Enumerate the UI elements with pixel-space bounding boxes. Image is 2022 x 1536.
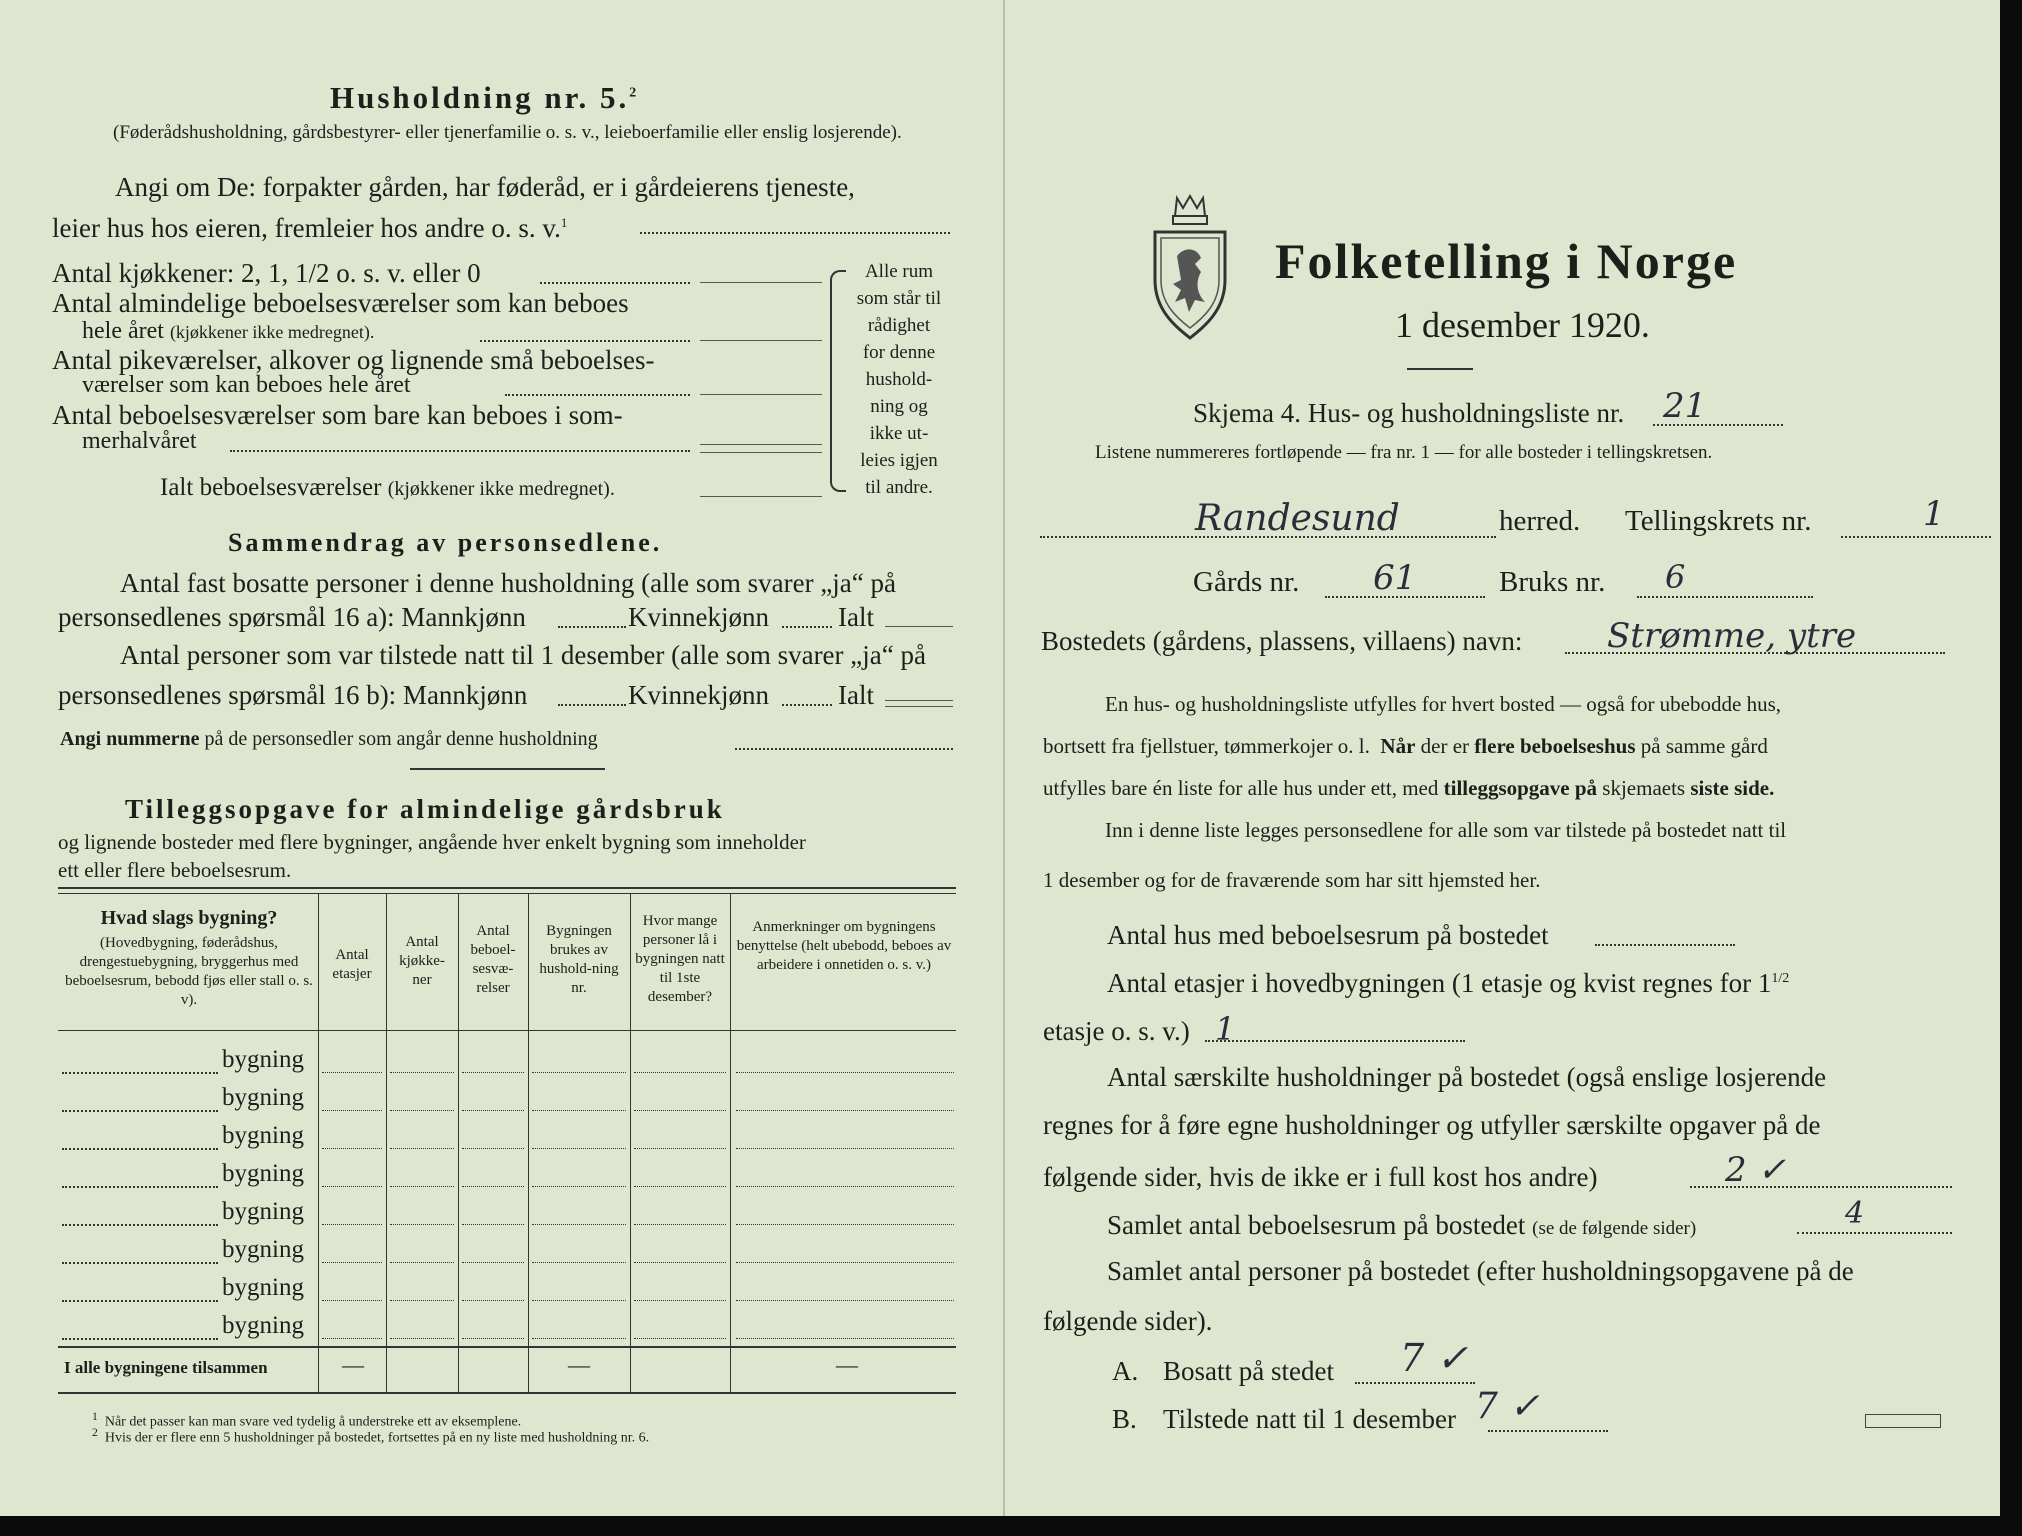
bruks-value[interactable]: 6	[1665, 558, 1686, 596]
table-row: bygning	[222, 1236, 304, 1263]
herred-value[interactable]: Randesund	[1195, 498, 1400, 539]
fast-mann-answer[interactable]	[558, 626, 626, 628]
col-personer-header: Hvor mange personer lå i bygningen natt til 1ste desember?	[635, 913, 725, 1005]
fast-ialt-label: Ialt	[838, 602, 874, 632]
alm-line-2: hele året (kjøkkener ikke medregnet).	[82, 318, 375, 344]
row-cell-answer[interactable]	[532, 1148, 626, 1149]
row-cell-answer[interactable]	[462, 1224, 524, 1225]
row-name-answer[interactable]	[62, 1110, 218, 1112]
row-cell-answer[interactable]	[634, 1300, 726, 1301]
row-name-answer[interactable]	[62, 1148, 218, 1150]
row-cell-answer[interactable]	[390, 1186, 454, 1187]
antal-hus-line[interactable]	[1595, 944, 1735, 946]
row-cell-answer[interactable]	[390, 1300, 454, 1301]
table-top-border	[58, 887, 956, 889]
gards-label: Gårds nr.	[1193, 566, 1300, 598]
row-cell-answer[interactable]	[322, 1110, 382, 1111]
bosted-label: Bostedets (gårdens, plassens, villaens) navn:	[1041, 626, 1523, 656]
table-bottom-border	[58, 1392, 956, 1394]
bracket-note: Alle rum som står til rådighet for denne hushold- ning og ikke ut- leies igjen til andre.	[856, 261, 942, 498]
tilstede-ialt-answer-a[interactable]	[885, 700, 953, 701]
row-name-answer[interactable]	[62, 1300, 218, 1302]
fast-kvinne-label: Kvinnekjønn	[628, 602, 769, 632]
sommer-line-1: Antal beboelsesværelser som bare kan beboes i som-	[52, 400, 623, 430]
row-cell-answer[interactable]	[532, 1110, 626, 1111]
table-top-border-2	[58, 893, 956, 894]
tilstede-mann-answer[interactable]	[558, 704, 626, 706]
para1-line-3: utfylles bare én liste for alle hus under ett, med tilleggsopgave på skjemaets siste side.	[1043, 776, 1775, 800]
tellingskrets-line	[1841, 536, 1991, 538]
col-divider-5	[630, 893, 631, 1392]
angi-nummerne-answer[interactable]	[735, 748, 953, 750]
para1-line-2: bortsett fra fjellstuer, tømmerkojer o. l. Når der er flere beboelseshus på samme gård	[1043, 734, 1768, 758]
row-name-answer[interactable]	[62, 1186, 218, 1188]
alm-line-1: Antal almindelige beboelsesværelser som kan beboes	[52, 288, 629, 318]
bruks-label: Bruks nr.	[1499, 566, 1606, 598]
col-divider-3	[458, 893, 459, 1392]
row-name-answer[interactable]	[62, 1224, 218, 1226]
form-title: Folketelling i Norge	[1275, 233, 1738, 289]
etasjer-value[interactable]: 1	[1215, 1010, 1236, 1048]
pike-line-2: værelser som kan beboes hele året	[82, 372, 411, 398]
samlet-pers-line-1: Samlet antal personer på bostedet (efter husholdningsopgavene på de	[1107, 1256, 1854, 1286]
para2-line-1: Inn i denne liste legges personsedlene for alle som var tilstede på bostedet natt til	[1105, 818, 1787, 842]
row-cell-answer[interactable]	[532, 1338, 626, 1339]
row-cell-answer[interactable]	[462, 1300, 524, 1301]
row-cell-answer[interactable]	[736, 1338, 954, 1339]
row-cell-answer[interactable]	[532, 1300, 626, 1301]
sommer-answer-b	[700, 452, 822, 453]
row-cell-answer[interactable]	[390, 1148, 454, 1149]
tilstede-line-2: personsedlenes spørsmål 16 b): Mannkjønn	[58, 680, 528, 710]
row-cell-answer[interactable]	[322, 1148, 382, 1149]
table-row: bygning	[222, 1274, 304, 1301]
sommer-dots	[230, 450, 690, 452]
left-page	[0, 0, 1003, 1516]
listene-note: Listene nummereres fortløpende — fra nr. 1 — for alle bosteder i tellingskretsen.	[1095, 442, 1713, 463]
sammendrag-title: Sammendrag av personsedlene.	[228, 528, 663, 557]
sommer-answer-a[interactable]	[700, 444, 822, 445]
row-cell-answer[interactable]	[462, 1110, 524, 1111]
col-what-building: Hvad slags bygning? (Hovedbygning, føderådshus, drengestuebygning, bryggerhus med beboelsesrum, bebodd fjøs eller stall o. s. v).	[65, 907, 313, 1008]
col-divider-1	[318, 893, 319, 1392]
tilstede-kvinne-answer[interactable]	[782, 704, 832, 706]
fast-line-1: Antal fast bosatte personer i denne husholdning (alle som svarer „ja“ på	[120, 568, 896, 598]
bosted-line	[1565, 652, 1945, 654]
angi-line-1: Angi om De: forpakter gården, har føderåd, er i gårdeierens tjeneste,	[115, 172, 855, 202]
samlet-rum-label: Samlet antal beboelsesrum på bostedet (se de følgende sider)	[1107, 1210, 1697, 1240]
fast-ialt-answer[interactable]	[885, 626, 953, 627]
row-cell-answer[interactable]	[390, 1072, 454, 1073]
col-etasjer-header: Antal etasjer	[332, 947, 372, 982]
ialt-rooms-label: Ialt beboelsesværelser (kjøkkener ikke medregnet).	[160, 474, 615, 501]
b-text: Tilstede natt til 1 desember	[1163, 1404, 1456, 1434]
pike-line-1: Antal pikeværelser, alkover og lignende små beboelses-	[52, 345, 655, 375]
tilstede-value[interactable]: 7 ✓	[1475, 1386, 1540, 1427]
tilstede-line	[1488, 1430, 1608, 1432]
row-cell-answer[interactable]	[322, 1300, 382, 1301]
tilstede-ialt-answer-b	[885, 706, 953, 707]
samlet-rum-value[interactable]: 4	[1845, 1196, 1865, 1231]
tillegg-title: Tilleggsopgave for almindelige gårdsbruk	[125, 794, 725, 824]
row-cell-answer[interactable]	[390, 1224, 454, 1225]
intro-note: (Føderådshusholdning, gårdsbestyrer- eller tjenerfamilie o. s. v., leieboerfamilie eller enslig losjerende).	[113, 122, 902, 143]
angi-nummerne: Angi nummerne på de personsedler som angår denne husholdning	[60, 728, 598, 750]
saerskilte-line-2: regnes for å føre egne husholdninger og utfyller særskilte opgaver på de	[1043, 1110, 1821, 1140]
table-row: bygning	[222, 1084, 304, 1111]
bosted-value[interactable]: Strømme, ytre	[1607, 616, 1857, 656]
tilstede-ialt-label: Ialt	[838, 680, 874, 710]
section-divider	[410, 768, 605, 770]
tilstede-kvinne-label: Kvinnekjønn	[628, 680, 769, 710]
total-label: I alle bygningene tilsammen	[64, 1358, 268, 1377]
footnote-1: $^1$ Når det passer kan man svare ved tydelig å understreke ett av eksemplene.	[92, 1410, 522, 1430]
row-cell-answer[interactable]	[322, 1262, 382, 1263]
row-cell-answer[interactable]	[634, 1110, 726, 1111]
col-kjokkener-header: Antal kjøkke-ner	[399, 934, 445, 988]
row-cell-answer[interactable]	[634, 1338, 726, 1339]
table-header-bottom	[58, 1030, 956, 1031]
table-row: bygning	[222, 1160, 304, 1187]
row-cell-answer[interactable]	[736, 1262, 954, 1263]
etasjer-line-1: Antal etasjer i hovedbygningen (1 etasje og kvist regnes for $1^{1/2}$	[1107, 968, 1790, 998]
angi-line-2: leier hus hos eieren, fremleier hos andre o. s. v.$^1$	[52, 213, 568, 243]
row-cell-answer[interactable]	[736, 1186, 954, 1187]
saerskilte-value[interactable]: 2 ✓	[1725, 1150, 1786, 1190]
row-cell-answer[interactable]	[322, 1224, 382, 1225]
row-name-answer[interactable]	[62, 1262, 218, 1264]
table-row: bygning	[222, 1122, 304, 1149]
pike-dots	[505, 394, 690, 396]
printer-stamp	[1865, 1414, 1941, 1428]
row-cell-answer[interactable]	[532, 1186, 626, 1187]
fast-kvinne-answer[interactable]	[782, 626, 832, 628]
skjema-nr-value[interactable]: 21	[1663, 386, 1707, 426]
row-cell-answer[interactable]	[634, 1072, 726, 1073]
samlet-pers-line-2: følgende sider).	[1043, 1306, 1213, 1336]
table-row: bygning	[222, 1198, 304, 1225]
etasjer-line-2: etasje o. s. v.)	[1043, 1016, 1190, 1046]
skjema-label: Skjema 4. Hus- og husholdningsliste nr.	[1193, 398, 1625, 428]
row-cell-answer[interactable]	[736, 1224, 954, 1225]
form-date: 1 desember 1920.	[1395, 305, 1650, 345]
norwegian-coat-of-arms-icon	[1147, 192, 1233, 344]
row-cell-answer[interactable]	[532, 1224, 626, 1225]
para1-line-1: En hus- og husholdningsliste utfylles for hvert bosted — også for ubebodde hus,	[1105, 692, 1781, 716]
gards-value[interactable]: 61	[1373, 558, 1417, 598]
a-text: Bosatt på stedet	[1163, 1356, 1334, 1386]
b-label: B.	[1112, 1404, 1137, 1434]
row-cell-answer[interactable]	[532, 1262, 626, 1263]
table-row: bygning	[222, 1312, 304, 1339]
saerskilte-line-3: følgende sider, hvis de ikke er i full kost hos andre)	[1043, 1162, 1598, 1192]
kjokkener-label: Antal kjøkkener: 2, 1, 1/2 o. s. v. eller 0	[52, 258, 481, 288]
row-name-answer[interactable]	[62, 1338, 218, 1340]
row-cell-answer[interactable]	[736, 1072, 954, 1073]
kjokkener-answer[interactable]	[700, 282, 822, 283]
alm-dots	[480, 340, 690, 342]
household-heading: Husholdning nr. 5.$^2$	[330, 80, 640, 115]
col-anmerkninger-header: Anmerkninger om bygningens benyttelse (helt ubebodd, beboes av arbeidere i onnetiden o. s. v.)	[736, 919, 952, 973]
col-vaerelser-header: Antal beboel-sesvæ-relser	[470, 923, 516, 996]
row-name-answer[interactable]	[62, 1072, 218, 1074]
col-divider-2	[386, 893, 387, 1392]
saerskilte-line	[1690, 1186, 1952, 1188]
row-cell-answer[interactable]	[322, 1072, 382, 1073]
row-cell-answer[interactable]	[736, 1148, 954, 1149]
bracket	[830, 270, 846, 492]
total-anmerkninger: —	[836, 1352, 858, 1377]
row-cell-answer[interactable]	[634, 1186, 726, 1187]
right-page	[1003, 0, 2000, 1516]
row-cell-answer[interactable]	[462, 1262, 524, 1263]
tillegg-line-1: og lignende bosteder med flere bygninger, angående hver enkelt bygning som inneholder	[58, 830, 806, 854]
tilstede-line-1: Antal personer som var tilstede natt til 1 desember (alle som svarer „ja“ på	[120, 640, 926, 670]
skjema-nr-line	[1653, 424, 1783, 426]
gards-line	[1325, 596, 1485, 598]
row-cell-answer[interactable]	[322, 1186, 382, 1187]
row-cell-answer[interactable]	[462, 1338, 524, 1339]
sommer-line-2: merhalvåret	[82, 428, 197, 454]
table-total-top	[58, 1346, 956, 1348]
bosatt-line	[1355, 1382, 1475, 1384]
samlet-rum-line	[1797, 1232, 1952, 1234]
pike-answer[interactable]	[700, 394, 822, 395]
row-cell-answer[interactable]	[462, 1186, 524, 1187]
row-cell-answer[interactable]	[322, 1338, 382, 1339]
row-cell-answer[interactable]	[634, 1224, 726, 1225]
tellingskrets-value[interactable]: 1	[1923, 494, 1945, 534]
herred-line	[1040, 536, 1496, 538]
kjokkener-dots	[540, 282, 690, 284]
antal-hus-label: Antal hus med beboelsesrum på bostedet	[1107, 920, 1549, 950]
col-divider-6	[730, 893, 731, 1392]
row-cell-answer[interactable]	[634, 1148, 726, 1149]
row-cell-answer[interactable]	[390, 1338, 454, 1339]
table-row: bygning	[222, 1046, 304, 1073]
para2-line-2: 1 desember og for de fraværende som har sitt hjemsted her.	[1043, 868, 1541, 892]
tellingskrets-label: Tellingskrets nr.	[1625, 505, 1812, 537]
row-cell-answer[interactable]	[390, 1110, 454, 1111]
row-cell-answer[interactable]	[532, 1072, 626, 1073]
bosatt-value[interactable]: 7 ✓	[1400, 1336, 1469, 1380]
row-cell-answer[interactable]	[634, 1262, 726, 1263]
tillegg-line-2: ett eller flere beboelsesrum.	[58, 858, 292, 882]
row-cell-answer[interactable]	[462, 1072, 524, 1073]
row-cell-answer[interactable]	[736, 1300, 954, 1301]
angi-answer-line[interactable]	[640, 232, 950, 234]
row-cell-answer[interactable]	[736, 1110, 954, 1111]
ialt-rooms-answer[interactable]	[700, 496, 822, 497]
col-divider-4	[528, 893, 529, 1392]
total-etasjer: —	[342, 1352, 364, 1377]
bruks-line	[1637, 596, 1813, 598]
row-cell-answer[interactable]	[390, 1262, 454, 1263]
herred-label: herred.	[1499, 505, 1581, 537]
title-divider	[1407, 368, 1473, 370]
row-cell-answer[interactable]	[462, 1148, 524, 1149]
total-husholdning: —	[568, 1352, 590, 1377]
footnote-2: $^2$ Hvis der er flere enn 5 husholdninger på bostedet, fortsettes på en ny liste med husholdning nr. 6.	[92, 1426, 650, 1446]
etasjer-line	[1205, 1040, 1465, 1042]
alm-answer[interactable]	[700, 340, 822, 341]
fast-line-2: personsedlenes spørsmål 16 a): Mannkjønn	[58, 602, 526, 632]
saerskilte-line-1: Antal særskilte husholdninger på bostedet (også enslige losjerende	[1107, 1062, 1827, 1092]
a-label: A.	[1112, 1356, 1139, 1386]
col-husholdning-header: Bygningen brukes av hushold-ning nr.	[539, 923, 619, 996]
